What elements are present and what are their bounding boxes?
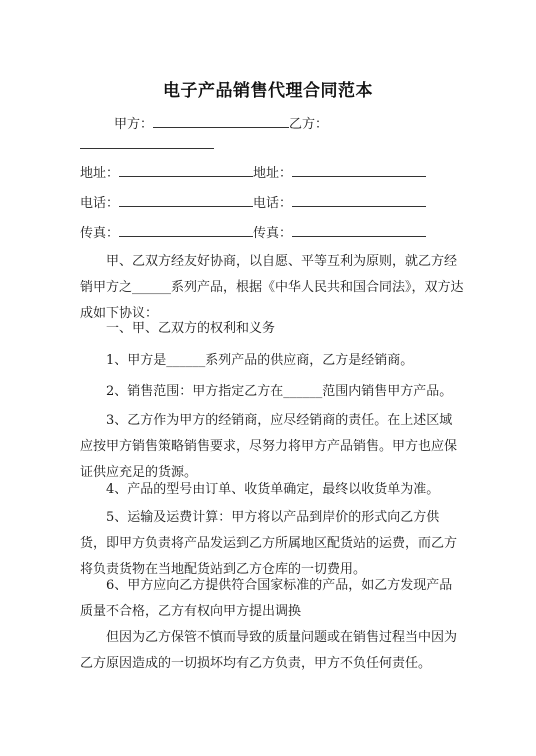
fax-a-label: 传真： (80, 226, 120, 241)
clause-6-continued: 但因为乙方保管不慎而导致的质量问题或在销售过程当中因为乙方原因造成的一切损坏均有乙方负责，甲方不负任何责任。 (80, 630, 458, 671)
party-b-blank (80, 136, 214, 149)
clause-3: 3、乙方作为甲方的经销商，应尽经销商的责任。在上述区域应按甲方销售策略销售要求，尽努力将甲方产品销售。甲方也应保证供应充足的货源。 (80, 413, 458, 480)
phone-line (80, 194, 426, 212)
fax-b-label: 传真： (253, 226, 293, 241)
address-b-blank (292, 164, 426, 177)
fax-b-blank (292, 224, 426, 237)
address-a-blank (119, 164, 253, 177)
party-a-label: 甲方： (114, 117, 154, 132)
clause-1: 1、甲方是______系列产品的供应商，乙方是经销商。 (106, 353, 414, 368)
fax-a-blank (119, 224, 253, 237)
address-a-label: 地址： (80, 166, 120, 181)
phone-a-label: 电话： (80, 196, 120, 211)
clause-6: 6、甲方应向乙方提供符合国家标准的产品，如乙方发现产品质量不合格，乙方有权向甲方提出调换 (80, 578, 453, 619)
party-line (114, 115, 328, 133)
section-heading-1: 一、甲、乙双方的权利和义务 (106, 321, 276, 336)
intro-paragraph: 甲、乙双方经友好协商，以自愿、平等互利为原则，就乙方经销甲方之______系列产品，根据《中华人民共和国合同法》，双方达成如下协议： (80, 254, 464, 321)
phone-b-blank (292, 194, 426, 207)
address-line (80, 164, 426, 182)
clause-2: 2、销售范围：甲方指定乙方在______范围内销售甲方产品。 (106, 384, 453, 399)
party-b-label: 乙方： (289, 117, 329, 132)
clause-5: 5、运输及运费计算：甲方将以产品到岸价的形式向乙方供货，即甲方负责将产品发运到乙方所属地区配货站的运费，而乙方将负责货物在当地配货站到乙方仓库的一切费用。 (80, 510, 458, 577)
party-a-blank (153, 115, 289, 128)
phone-a-blank (119, 194, 253, 207)
clause-4: 4、产品的型号由订单、收货单确定，最终以收货单为准。 (106, 482, 440, 497)
fax-line (80, 224, 426, 242)
document-title: 电子产品销售代理合同范本 (163, 81, 373, 101)
address-b-label: 地址： (253, 166, 293, 181)
phone-b-label: 电话： (253, 196, 293, 211)
